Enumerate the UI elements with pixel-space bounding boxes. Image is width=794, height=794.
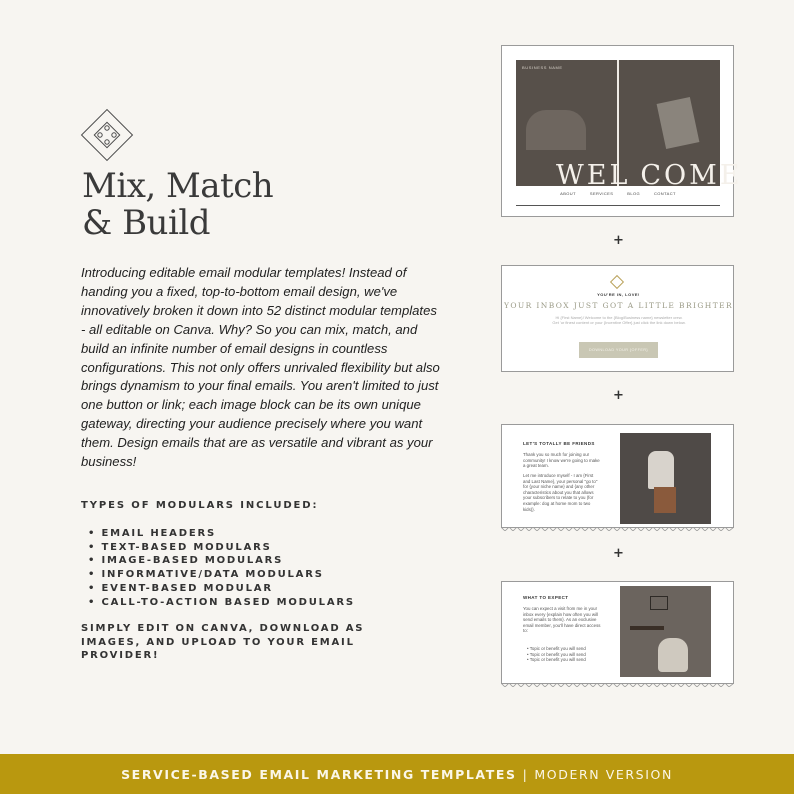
text-module-eyebrow: YOU'RE IN, LOVE! [597,292,640,297]
diamond-icon [610,275,624,289]
footer-separator: | [522,766,529,782]
download-offer-button: DOWNLOAD YOUR {OFFER} [579,342,658,358]
types-list-item: • EMAIL HEADERS [88,527,355,541]
info-bullet: • Topic or benefit you will send [527,657,605,663]
zigzag-edge [501,527,734,531]
shirt-shape [648,451,674,489]
header-hero-image [516,60,743,191]
types-list [88,527,355,609]
title-line-2: & Build [82,203,210,243]
frame-shape [650,596,668,610]
info-module-preview [501,581,734,684]
zigzag-edge [501,683,734,687]
nav-item-contact: CONTACT [654,191,676,196]
page-title [82,168,273,242]
types-list-item: • IMAGE-BASED MODULARS [88,554,355,568]
table-shape [630,626,664,630]
types-heading: TYPES OF MODULARS INCLUDED: [81,500,319,511]
types-list-item: • TEXT-BASED MODULARS [88,541,355,555]
info-bullet: • Topic or benefit you will send [527,652,605,658]
header-rule [516,205,720,206]
interior-photo [620,586,711,677]
email-header-preview [501,45,743,217]
laptop-shape [657,97,700,149]
image-module-preview [501,424,734,528]
title-line-1: Mix, Match [82,166,274,206]
welcome-heading [556,162,743,189]
puzzle-logo-icon [80,108,134,162]
text-module-body: Hi {First Name}! Welcome to the {Blog/Business name} newsletter crew. Get 'ur finest content or your {Incentive Offer} just click the link down below. [552,315,686,325]
welcome-left: WEL [556,160,631,191]
header-nav [516,191,720,196]
closing-text: SIMPLY EDIT ON CANVA, DOWNLOAD AS IMAGES, AND UPLOAD TO YOUR EMAIL PROVIDER! [81,623,365,662]
footer-banner [0,754,794,794]
brand-name: BUSINESS NAME [522,65,563,70]
welcome-right: COME [640,160,743,191]
image-module-title: LET'S TOTALLY BE FRIENDS [523,441,595,446]
info-module-bullets [527,646,605,663]
image-module-intro: Thank you so much for joining our community! I know we're going to make a great team. [523,452,600,469]
sofa-shape [526,110,586,150]
nav-item-services: SERVICES [589,191,614,196]
info-module-title: WHAT TO EXPECT [523,595,569,600]
info-bullet: • Topic or benefit you will send [527,646,605,652]
footer-version: MODERN VERSION [534,766,673,782]
image-module-body: Let me introduce myself - I am {First and Last Name}, your personal "go to" for {your niche name} and {any other characteristics about you that allows your subscribers to relate to you (for example: dog at home mom to two kids)}. [523,473,598,512]
plus-sign: + [613,388,624,403]
text-module-preview [501,265,734,372]
pants-shape [654,487,676,513]
person-photo [620,433,711,524]
info-module-body: You can expect a visit from me in your inbox every {explain how often you will send emails to them}. As an exclusive email member, you'll have direct access to: [523,606,601,634]
plus-sign: + [613,233,624,248]
chair-shape [658,638,688,672]
nav-item-blog: BLOG [627,191,640,196]
text-module-heading: YOUR INBOX JUST GOT A LITTLE BRIGHTER [503,301,734,310]
types-list-item: • EVENT-BASED MODULAR [88,582,355,596]
nav-item-about: ABOUT [560,191,576,196]
intro-paragraph: Introducing editable email modular templates! Instead of handing you a fixed, top-to-bottom email design, we've innovatively broken it down into 52 distinct modular templates - all editable on Canva. Why? So you can mix, match, and build an infinite number of email designs in countless configurations. This not only offers unrivaled flexibility but also brings dynamism to your final emails. You aren't limited to just one button or link; each image block can be its own unique gateway, directing your audience precisely where you want them. Design emails that are as versatile and vibrant as your business! [81,265,440,470]
types-list-item: • CALL-TO-ACTION BASED MODULARS [88,596,355,610]
footer-title: SERVICE-BASED EMAIL MARKETING TEMPLATES [121,766,517,782]
plus-sign: + [613,546,624,561]
types-list-item: • INFORMATIVE/DATA MODULARS [88,568,355,582]
